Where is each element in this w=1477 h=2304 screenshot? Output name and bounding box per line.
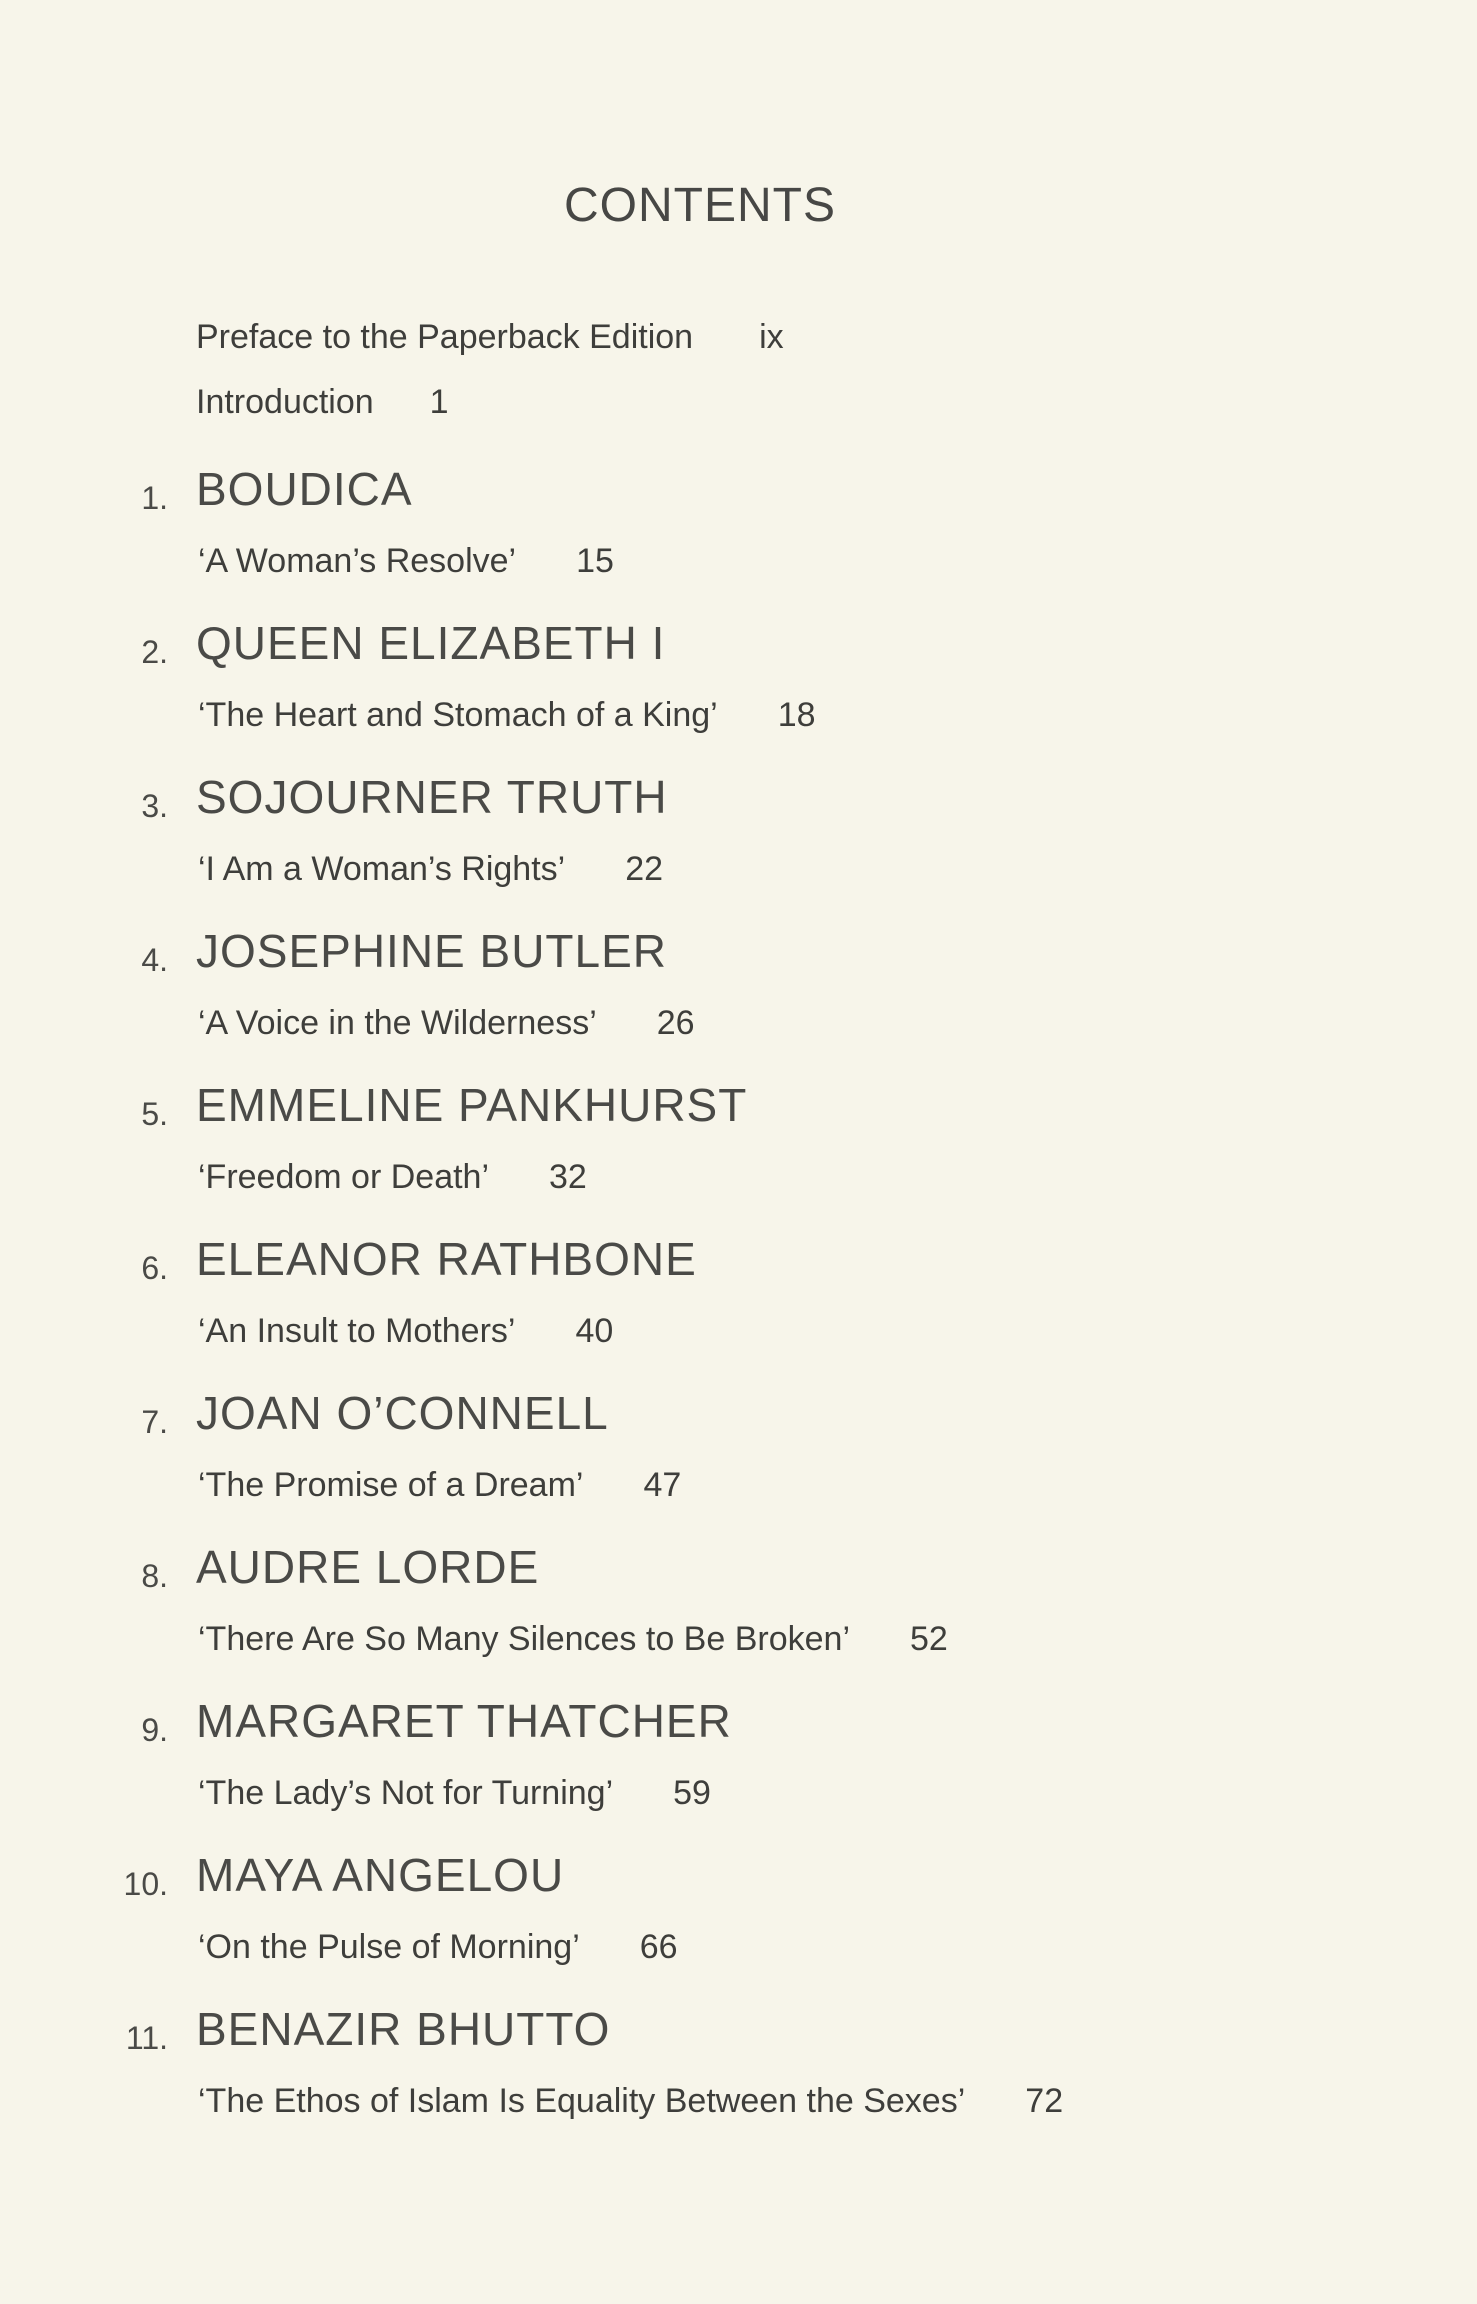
chapter-speech (198, 850, 663, 889)
chapter-number: 8. (141, 1558, 168, 1594)
chapter-name: SOJOURNER TRUTH (196, 771, 668, 823)
chapter-speech (198, 1466, 681, 1505)
speech-title: ‘The Ethos of Islam Is Equality Between the Sexes’ (198, 2082, 966, 2120)
entry-page-number: 72 (1025, 2082, 1064, 2120)
chapter-name: JOSEPHINE BUTLER (196, 925, 667, 977)
chapter-number: 2. (141, 634, 168, 670)
speech-title: ‘A Voice in the Wilderness’ (198, 1004, 597, 1042)
speech-title: ‘The Heart and Stomach of a King’ (198, 696, 718, 734)
speech-title: ‘I Am a Woman’s Rights’ (198, 850, 566, 888)
speech-title: ‘Freedom or Death’ (198, 1158, 490, 1196)
chapter-name: BENAZIR BHUTTO (196, 2003, 611, 2055)
chapter-name: MARGARET THATCHER (196, 1695, 732, 1747)
entry-page-number: 18 (777, 696, 816, 734)
entry-page-number: 1 (429, 383, 449, 421)
page-title: CONTENTS (564, 179, 836, 232)
entry-page-number: 22 (625, 850, 664, 888)
speech-title: ‘The Lady’s Not for Turning’ (198, 1774, 614, 1812)
entry-title: Introduction (196, 383, 374, 421)
toc-entry-introduction[interactable] (196, 383, 449, 422)
speech-title: ‘A Woman’s Resolve’ (198, 542, 517, 580)
chapter-speech (198, 1620, 948, 1659)
speech-title: ‘There Are So Many Silences to Be Broken’ (198, 1620, 850, 1658)
chapter-name: AUDRE LORDE (196, 1541, 540, 1593)
toc-entry-preface[interactable] (196, 318, 784, 357)
chapter-number: 7. (141, 1404, 168, 1440)
chapter-name: BOUDICA (196, 463, 413, 515)
speech-title: ‘On the Pulse of Morning’ (198, 1928, 580, 1966)
chapter-name: JOAN O’CONNELL (196, 1387, 609, 1439)
chapter-speech (198, 1928, 678, 1967)
entry-page-number: 15 (576, 542, 614, 580)
entry-page-number: ix (759, 318, 784, 356)
chapter-speech (198, 696, 816, 735)
chapter-number: 9. (141, 1712, 168, 1748)
entry-page-number: 40 (575, 1312, 614, 1350)
chapter-speech (198, 1004, 695, 1043)
chapter-speech (198, 2082, 1063, 2121)
entry-page-number: 59 (673, 1774, 711, 1812)
entry-page-number: 32 (549, 1158, 587, 1196)
chapter-name: MAYA ANGELOU (196, 1849, 565, 1901)
chapter-name: ELEANOR RATHBONE (196, 1233, 697, 1285)
entry-page-number: 47 (643, 1466, 682, 1504)
entry-page-number: 26 (656, 1004, 695, 1042)
chapter-number: 6. (141, 1250, 168, 1286)
entry-title: Preface to the Paperback Edition (196, 318, 694, 356)
speech-title: ‘The Promise of a Dream’ (198, 1466, 584, 1504)
chapter-speech (198, 1312, 613, 1351)
chapter-number: 10. (123, 1866, 168, 1902)
chapter-number: 11. (125, 2020, 168, 2056)
chapter-name: EMMELINE PANKHURST (196, 1079, 748, 1131)
chapter-speech (198, 542, 614, 581)
chapter-number: 4. (141, 942, 168, 978)
speech-title: ‘An Insult to Mothers’ (198, 1312, 516, 1350)
chapter-speech (198, 1158, 587, 1197)
chapter-number: 1. (141, 480, 168, 516)
chapter-number: 5. (141, 1096, 168, 1132)
chapter-number: 3. (141, 788, 168, 824)
entry-page-number: 52 (910, 1620, 948, 1658)
chapter-speech (198, 1774, 711, 1813)
entry-page-number: 66 (639, 1928, 678, 1966)
chapter-name: QUEEN ELIZABETH I (196, 617, 666, 669)
